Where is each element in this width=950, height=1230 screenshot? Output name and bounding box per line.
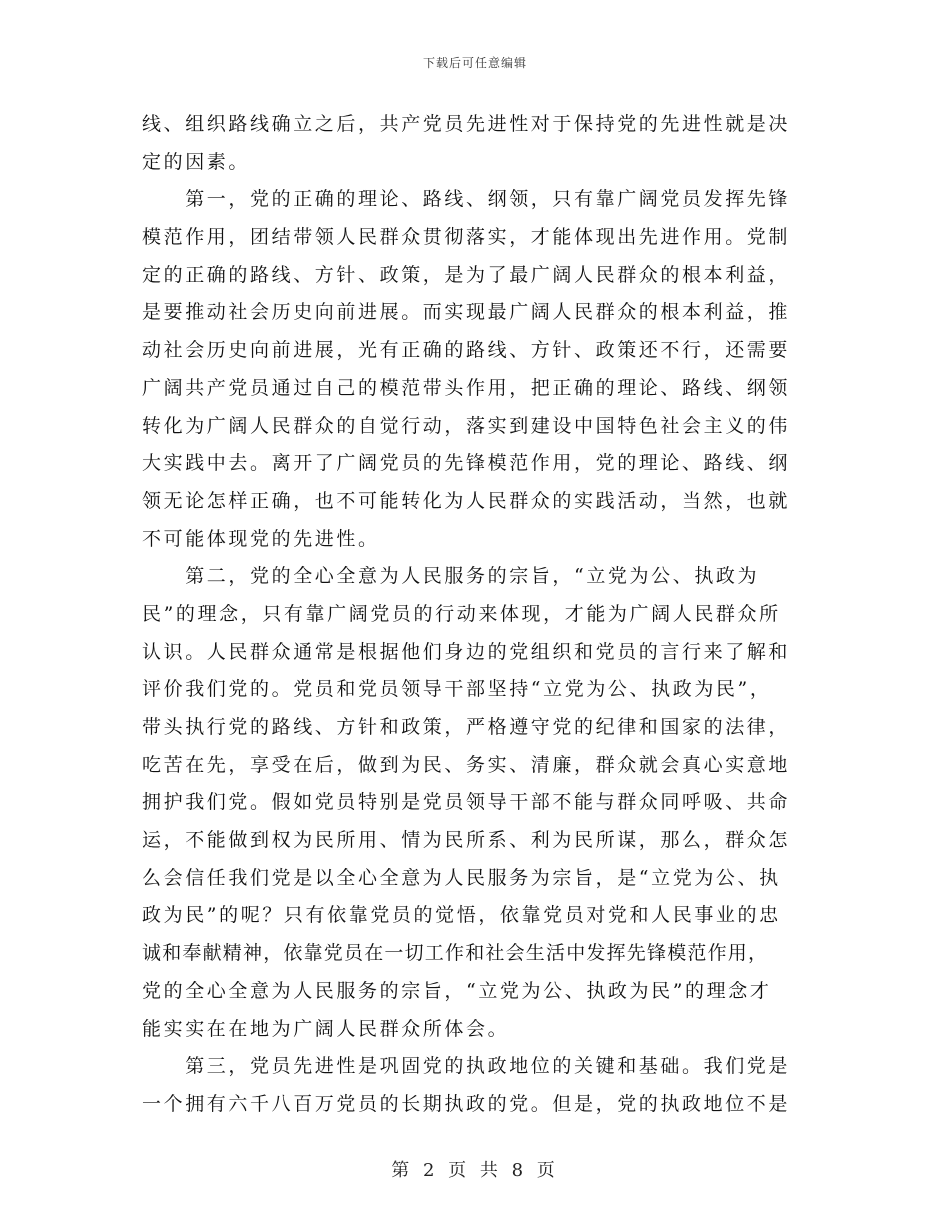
text-line: 第一，党的正确的理论、路线、纲领，只有靠广阔党员发挥先锋 [142, 188, 791, 211]
text-line: 线、组织路线确立之后，共产党员先进性对于保持党的先进性就是决 [142, 113, 791, 135]
text-line: 定的因素。 [142, 150, 251, 173]
text-line: 动社会历史向前进展，光有正确的路线、方针、政策还不行，还需要 [142, 339, 791, 362]
text-line: 广阔共产党员通过自己的模范带头作用，把正确的理论、路线、纲领 [142, 376, 791, 399]
page-header: 下载后可任意编辑 [422, 56, 527, 70]
text-line: 定的正确的路线、方针、政策，是为了最广阔人民群众的根本利益， [142, 263, 791, 286]
text-line: 吃苦在先，享受在后，做到为民、务实、清廉，群众就会真心实意地 [142, 753, 791, 776]
text-line: 大实践中去。离开了广阔党员的先锋模范作用，党的理论、路线、纲 [142, 452, 791, 475]
document-body [142, 106, 797, 1124]
text-line: 么会信任我们党是以全心全意为人民服务为宗旨，是“立党为公、执 [142, 866, 781, 889]
text-line: 一个拥有六千八百万党员的长期执政的党。但是，党的执政地位不是 [142, 1092, 791, 1115]
text-line: 转化为广阔人民群众的自觉行动，落实到建设中国特色社会主义的伟 [142, 414, 791, 437]
text-line: 能实实在在地为广阔人民群众所体会。 [142, 1017, 510, 1040]
text-line: 不可能体现党的先进性。 [142, 527, 380, 550]
text-line: 带头执行党的路线、方针和政策，严格遵守党的纪律和国家的法律， [142, 716, 791, 738]
text-line: 党的全心全意为人民服务的宗旨，“立党为公、执政为民”的理念才 [142, 979, 772, 1002]
text-line: 是要推动社会历史向前进展。而实现最广阔人民群众的根本利益，推 [142, 301, 791, 324]
text-line: 认识。人民群众通常是根据他们身边的党组织和党员的言行来了解和 [142, 640, 791, 663]
text-line: 领无论怎样正确，也不可能转化为人民群众的实践活动，当然，也就 [142, 489, 791, 512]
text-line: 民”的理念，只有靠广阔党员的行动来体现，才能为广阔人民群众所 [142, 602, 781, 625]
text-line: 政为民”的呢？只有依靠党员的觉悟，依靠党员对党和人民事业的忠 [142, 904, 781, 927]
text-line: 诚和奉献精神，依靠党员在一切工作和社会生活中发挥先锋模范作用， [142, 942, 769, 965]
text-line: 拥护我们党。假如党员特别是党员领导干部不能与群众同呼吸、共命 [142, 791, 791, 814]
page-footer: 第 2 页 共 8 页 [391, 1160, 559, 1181]
text-line: 第三，党员先进性是巩固党的执政地位的关键和基础。我们党是 [142, 1055, 791, 1078]
text-line: 运，不能做到权为民所用、情为民所系、利为民所谋，那么，群众怎 [142, 829, 791, 852]
text-line: 模范作用，团结带领人民群众贯彻落实，才能体现出先进作用。党制 [142, 226, 791, 249]
text-line: 第二，党的全心全意为人民服务的宗旨，“立党为公、执政为 [142, 565, 760, 588]
text-line: 评价我们党的。党员和党员领导干部坚持“立党为公、执政为民”， [142, 678, 772, 701]
